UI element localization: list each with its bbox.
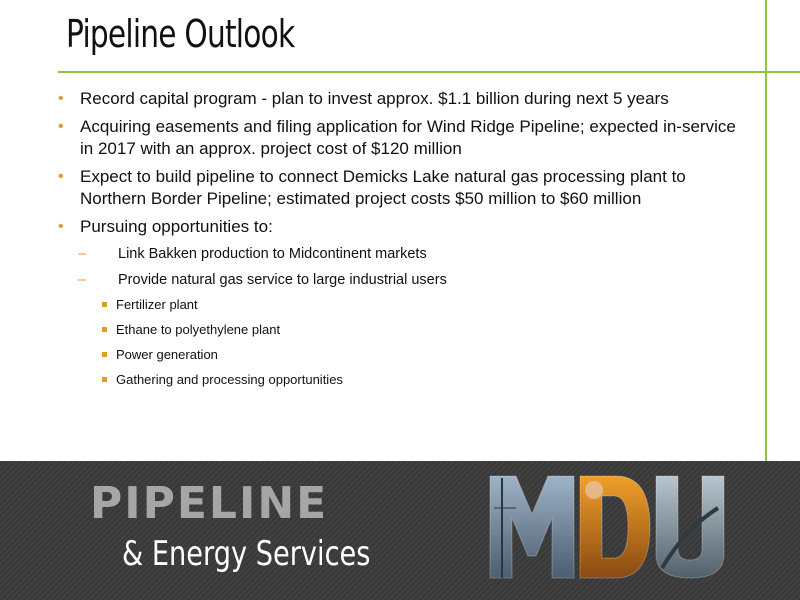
sub-sub-bullet-text: Fertilizer plant: [116, 297, 198, 312]
bullet-item: [58, 88, 738, 110]
sub-bullet-item: [76, 270, 738, 290]
bullet-list: [58, 88, 738, 396]
bullet-item: [58, 166, 738, 210]
brand-pipeline-text: PIPELINE: [90, 478, 329, 529]
sub-sub-bullet-text: Power generation: [116, 347, 218, 362]
bullet-dot-icon: •: [58, 90, 64, 107]
sub-sub-bullet-item: [58, 296, 738, 314]
bullet-text: Acquiring easements and filing application for Wind Ridge Pipeline; expected in-service in 2017 with an approx. project cost of $120 million: [80, 117, 736, 158]
sub-sub-bullet-item: [58, 371, 738, 389]
bullet-text: Expect to build pipeline to connect Demicks Lake natural gas processing plant to Northern Border Pipeline; estimated project costs $50 million to $60 million: [80, 167, 686, 208]
bullet-item: [58, 216, 738, 238]
sub-bullet-item: [76, 244, 738, 264]
brand-energy-services-text: & Energy Services: [122, 534, 371, 574]
sub-sub-bullet-item: [58, 321, 738, 339]
dash-bullet-icon: –: [78, 272, 87, 288]
square-bullet-icon: [102, 352, 107, 357]
slide-title: Pipeline Outlook: [66, 12, 295, 56]
bullet-dot-icon: •: [58, 218, 64, 235]
square-bullet-icon: [102, 327, 107, 332]
square-bullet-icon: [102, 377, 107, 382]
title-divider-line: [58, 71, 800, 73]
square-bullet-icon: [102, 302, 107, 307]
bullet-text: Pursuing opportunities to:: [80, 217, 273, 236]
mdu-logo: [486, 468, 736, 580]
sub-sub-bullet-text: Ethane to polyethylene plant: [116, 322, 281, 337]
bullet-text: Record capital program - plan to invest approx. $1.1 billion during next 5 years: [80, 89, 669, 108]
sub-bullet-text: Link Bakken production to Midcontinent markets: [118, 246, 427, 262]
bullet-dot-icon: •: [58, 118, 64, 135]
dash-bullet-icon: –: [78, 246, 87, 262]
sub-bullet-text: Provide natural gas service to large industrial users: [118, 272, 447, 288]
sub-sub-bullet-text: Gathering and processing opportunities: [116, 372, 343, 387]
bullet-item: [58, 116, 738, 160]
sub-sub-bullet-item: [58, 346, 738, 364]
bullet-dot-icon: •: [58, 168, 64, 185]
